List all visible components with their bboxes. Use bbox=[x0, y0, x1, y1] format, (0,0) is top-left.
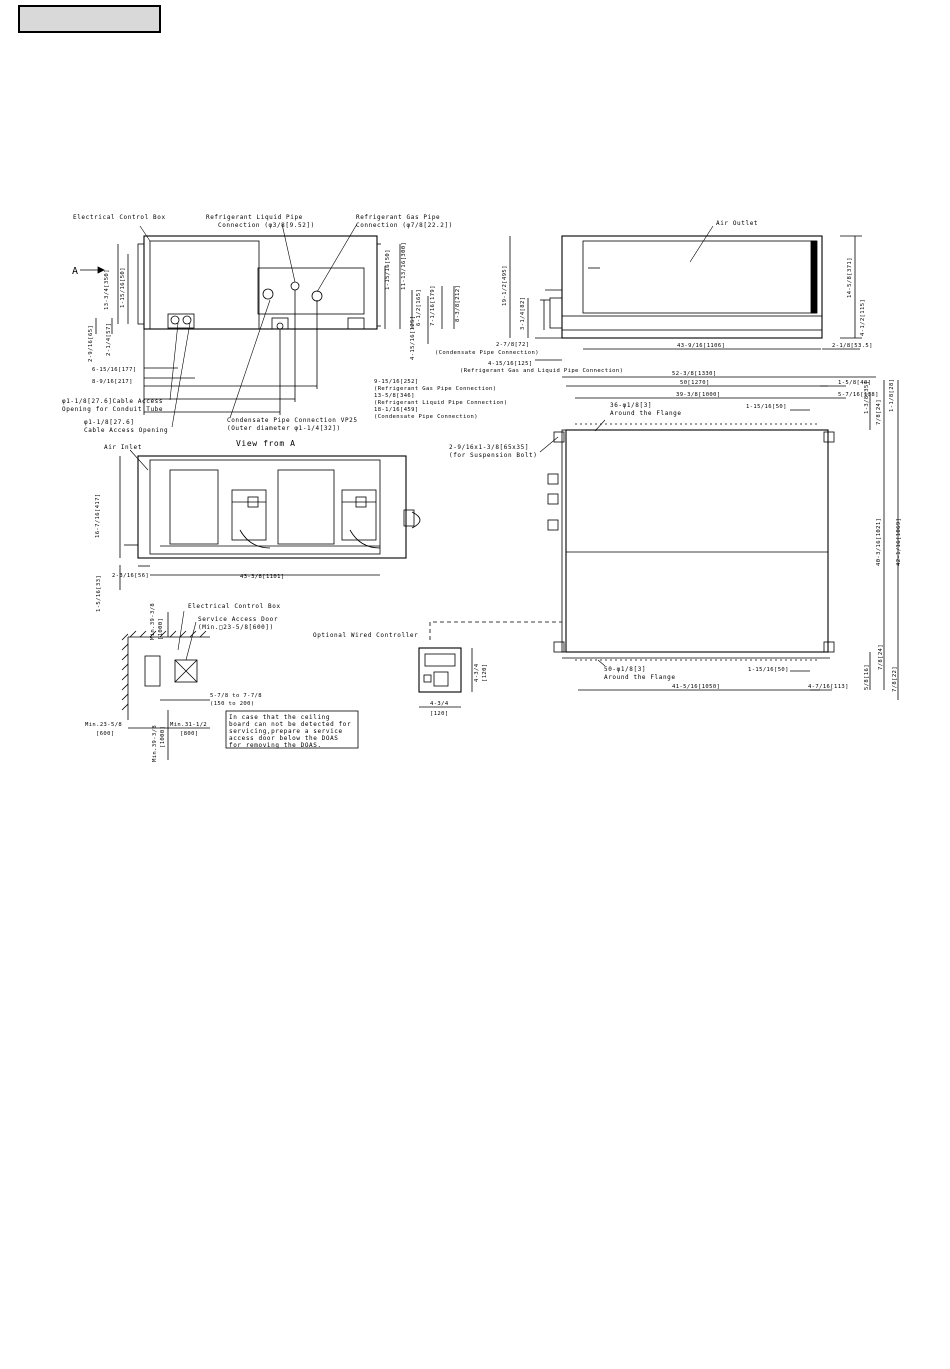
dim-view-a-1: 16-7/16[417] bbox=[95, 493, 101, 538]
dim-view-a-3: 43-3/8[1101] bbox=[240, 574, 285, 580]
service-note-line1: In case that the ceiling bbox=[229, 714, 331, 721]
view-from-a bbox=[120, 450, 420, 590]
label-cable-access-2b: Cable Access Opening bbox=[84, 427, 169, 434]
dim-top-t5: 1-5/8[40] bbox=[838, 380, 872, 386]
dim-controller-w-mm: [120] bbox=[430, 711, 449, 717]
label-refrigerant-liquid-pipe: Refrigerant Liquid Pipe bbox=[206, 214, 303, 221]
label-refrigerant-gas-pipe: Refrigerant Gas Pipe bbox=[356, 214, 441, 221]
dim-top-v1: 1-3/8[35] bbox=[864, 380, 870, 414]
dim-side-d6-note: (Refrigerant Gas and Liquid Pipe Connection) bbox=[460, 368, 624, 374]
dim-top-t3: 39-3/8[1000] bbox=[676, 392, 721, 398]
label-service-door-size: (Min.□23-5/8[600]) bbox=[198, 624, 274, 631]
dim-side-d3: 14-5/8[371] bbox=[847, 257, 853, 298]
dim-front-b1: 9-15/16[252] bbox=[374, 379, 419, 385]
dim-top-t4: 1-15/16[50] bbox=[746, 404, 787, 410]
label-service-door: Service Access Door bbox=[198, 616, 279, 623]
label-around-flange-bottom: Around the Flange bbox=[604, 674, 676, 681]
dim-top-v3: 7/8[24] bbox=[876, 399, 882, 425]
label-view-arrow-a: A bbox=[72, 266, 79, 277]
label-cable-access-2: φ1-1/8[27.6] bbox=[84, 419, 135, 426]
dim-top-v5: 42-1/16[1069] bbox=[896, 517, 902, 566]
dim-service-range-mm: (150 to 200) bbox=[210, 701, 255, 707]
dim-controller-w: 4-3/4 bbox=[430, 701, 449, 707]
dim-side-d5-note: (Condensate Pipe Connection) bbox=[435, 350, 539, 356]
dim-side-d4: 4-1/2[115] bbox=[860, 298, 866, 336]
dim-front-h2: 1-15/16[50] bbox=[120, 267, 126, 308]
label-suspension-note: (for Suspension Bolt) bbox=[449, 452, 538, 459]
dim-front-b2: 13-5/8[346] bbox=[374, 393, 415, 399]
label-holes-bottom: 50-φ1/8[3] bbox=[604, 666, 647, 673]
dim-controller-h-mm: [120] bbox=[482, 663, 488, 682]
side-view bbox=[510, 226, 862, 360]
dim-top-v6: 5/8[16] bbox=[864, 664, 870, 690]
dim-front-r6: 4-15/16[125] bbox=[410, 315, 416, 360]
dim-front-h5: 6-15/16[177] bbox=[92, 367, 137, 373]
dim-front-h3: 2-9/16[65] bbox=[88, 324, 94, 362]
label-liquid-pipe-connection: Connection (φ3/8[9.52]) bbox=[218, 222, 315, 229]
dim-view-a-2: 2-3/16[56] bbox=[112, 573, 150, 579]
dim-view-a-4: 1-5/16[33] bbox=[96, 574, 102, 612]
dim-service-min-left: Min.23-5/8 bbox=[85, 722, 123, 728]
label-service-ecb: Electrical Control Box bbox=[188, 603, 281, 610]
dim-top-bt1: 1-15/16[50] bbox=[748, 667, 789, 673]
dim-service-range: 5-7/8 to 7-7/8 bbox=[210, 693, 262, 699]
dim-side-d5: 2-7/8[72] bbox=[496, 342, 530, 348]
label-around-flange-top: Around the Flange bbox=[610, 410, 682, 417]
dim-service-min-right-mm: [800] bbox=[180, 731, 199, 737]
dim-front-h1: 13-3/4[350] bbox=[104, 269, 110, 310]
label-optional-controller: Optional Wired Controller bbox=[313, 632, 419, 639]
top-view bbox=[540, 377, 898, 700]
dim-side-d6: 4-15/16[125] bbox=[488, 361, 533, 367]
dim-service-min-bottom-mm: [1000] bbox=[160, 725, 166, 748]
dim-service-min-right: Min.31-1/2 bbox=[170, 722, 208, 728]
label-holes-top: 36-φ1/8[3] bbox=[610, 402, 653, 409]
dim-front-r2: 11-13/16[300] bbox=[401, 241, 407, 290]
dim-top-v8: 7/8[22] bbox=[892, 666, 898, 692]
dim-top-t2: 50[1270] bbox=[680, 380, 710, 386]
dim-side-d1: 19-1/2[495] bbox=[502, 265, 508, 306]
label-air-outlet: Air Outlet bbox=[716, 220, 759, 227]
dim-top-bt2: 41-5/16[1050] bbox=[672, 684, 721, 690]
view-a-title: View from A bbox=[236, 439, 296, 448]
dim-service-min-left-mm: [600] bbox=[96, 731, 115, 737]
dim-front-b3: 18-1/16[459] bbox=[374, 407, 419, 413]
label-condensate-diameter: (Outer diameter φ1-1/4[32]) bbox=[227, 425, 341, 432]
dim-controller-h: 4-3/4 bbox=[474, 663, 480, 682]
label-air-inlet: Air Inlet bbox=[104, 444, 142, 451]
wired-controller bbox=[419, 622, 562, 707]
dim-front-b2-note: (Refrigerant Liquid Pipe Connection) bbox=[374, 400, 508, 406]
dim-top-v7: 7/8[24] bbox=[878, 644, 884, 670]
dim-top-t1: 52-3/8[1330] bbox=[672, 371, 717, 377]
dim-top-v4: 40-3/16[1021] bbox=[876, 517, 882, 566]
dim-top-t6: 5-7/16[138] bbox=[838, 392, 879, 398]
dim-top-bt3: 4-7/16[113] bbox=[808, 684, 849, 690]
dim-service-min-top: Min.39-3/8 bbox=[150, 602, 156, 640]
label-condensate-connection: Condensate Pipe Connection VP25 bbox=[227, 417, 358, 424]
dim-front-b3-note: (Condensate Pipe Connection) bbox=[374, 414, 478, 420]
service-note-line5: for removing the DOAS. bbox=[229, 742, 322, 749]
dim-front-b1-note: (Refrigerant Gas Pipe Connection) bbox=[374, 386, 497, 392]
service-note-line4: access door below the DOAS bbox=[229, 735, 339, 742]
service-note-line2: board can not be detected for bbox=[229, 721, 352, 728]
dim-side-d8: 2-1/8[53.5] bbox=[832, 343, 873, 349]
dim-front-r1: 1-15/16[50] bbox=[385, 249, 391, 290]
label-cable-access-1b: Opening for Conduit Tube bbox=[62, 406, 164, 413]
dim-front-h4: 2-1/4[57] bbox=[106, 322, 112, 356]
label-cable-access-1: φ1-1/8[27.6]Cable Access bbox=[62, 398, 164, 405]
label-electrical-control-box: Electrical Control Box bbox=[73, 214, 166, 221]
dim-service-min-bottom: Min.39-3/8 bbox=[152, 724, 158, 762]
label-suspension: 2-9/16x1-3/8[65x35] bbox=[449, 444, 530, 451]
dim-front-r4: 7-1/16[179] bbox=[430, 285, 436, 326]
dim-service-min-top-mm: [1000] bbox=[158, 617, 164, 640]
dim-front-h6: 8-9/16[217] bbox=[92, 379, 133, 385]
dim-top-v2: 1-1/8[28] bbox=[889, 378, 895, 412]
dim-side-d2: 3-1/4[82] bbox=[520, 296, 526, 330]
dim-side-d7: 43-9/16[1106] bbox=[677, 343, 726, 349]
dim-front-r5: 8-3/8[212] bbox=[455, 284, 461, 322]
label-gas-pipe-connection: Connection (φ7/8[22.2]) bbox=[356, 222, 453, 229]
dim-front-r3: 6-1/2[165] bbox=[416, 288, 422, 326]
service-note-line3: servicing,prepare a service bbox=[229, 728, 343, 735]
